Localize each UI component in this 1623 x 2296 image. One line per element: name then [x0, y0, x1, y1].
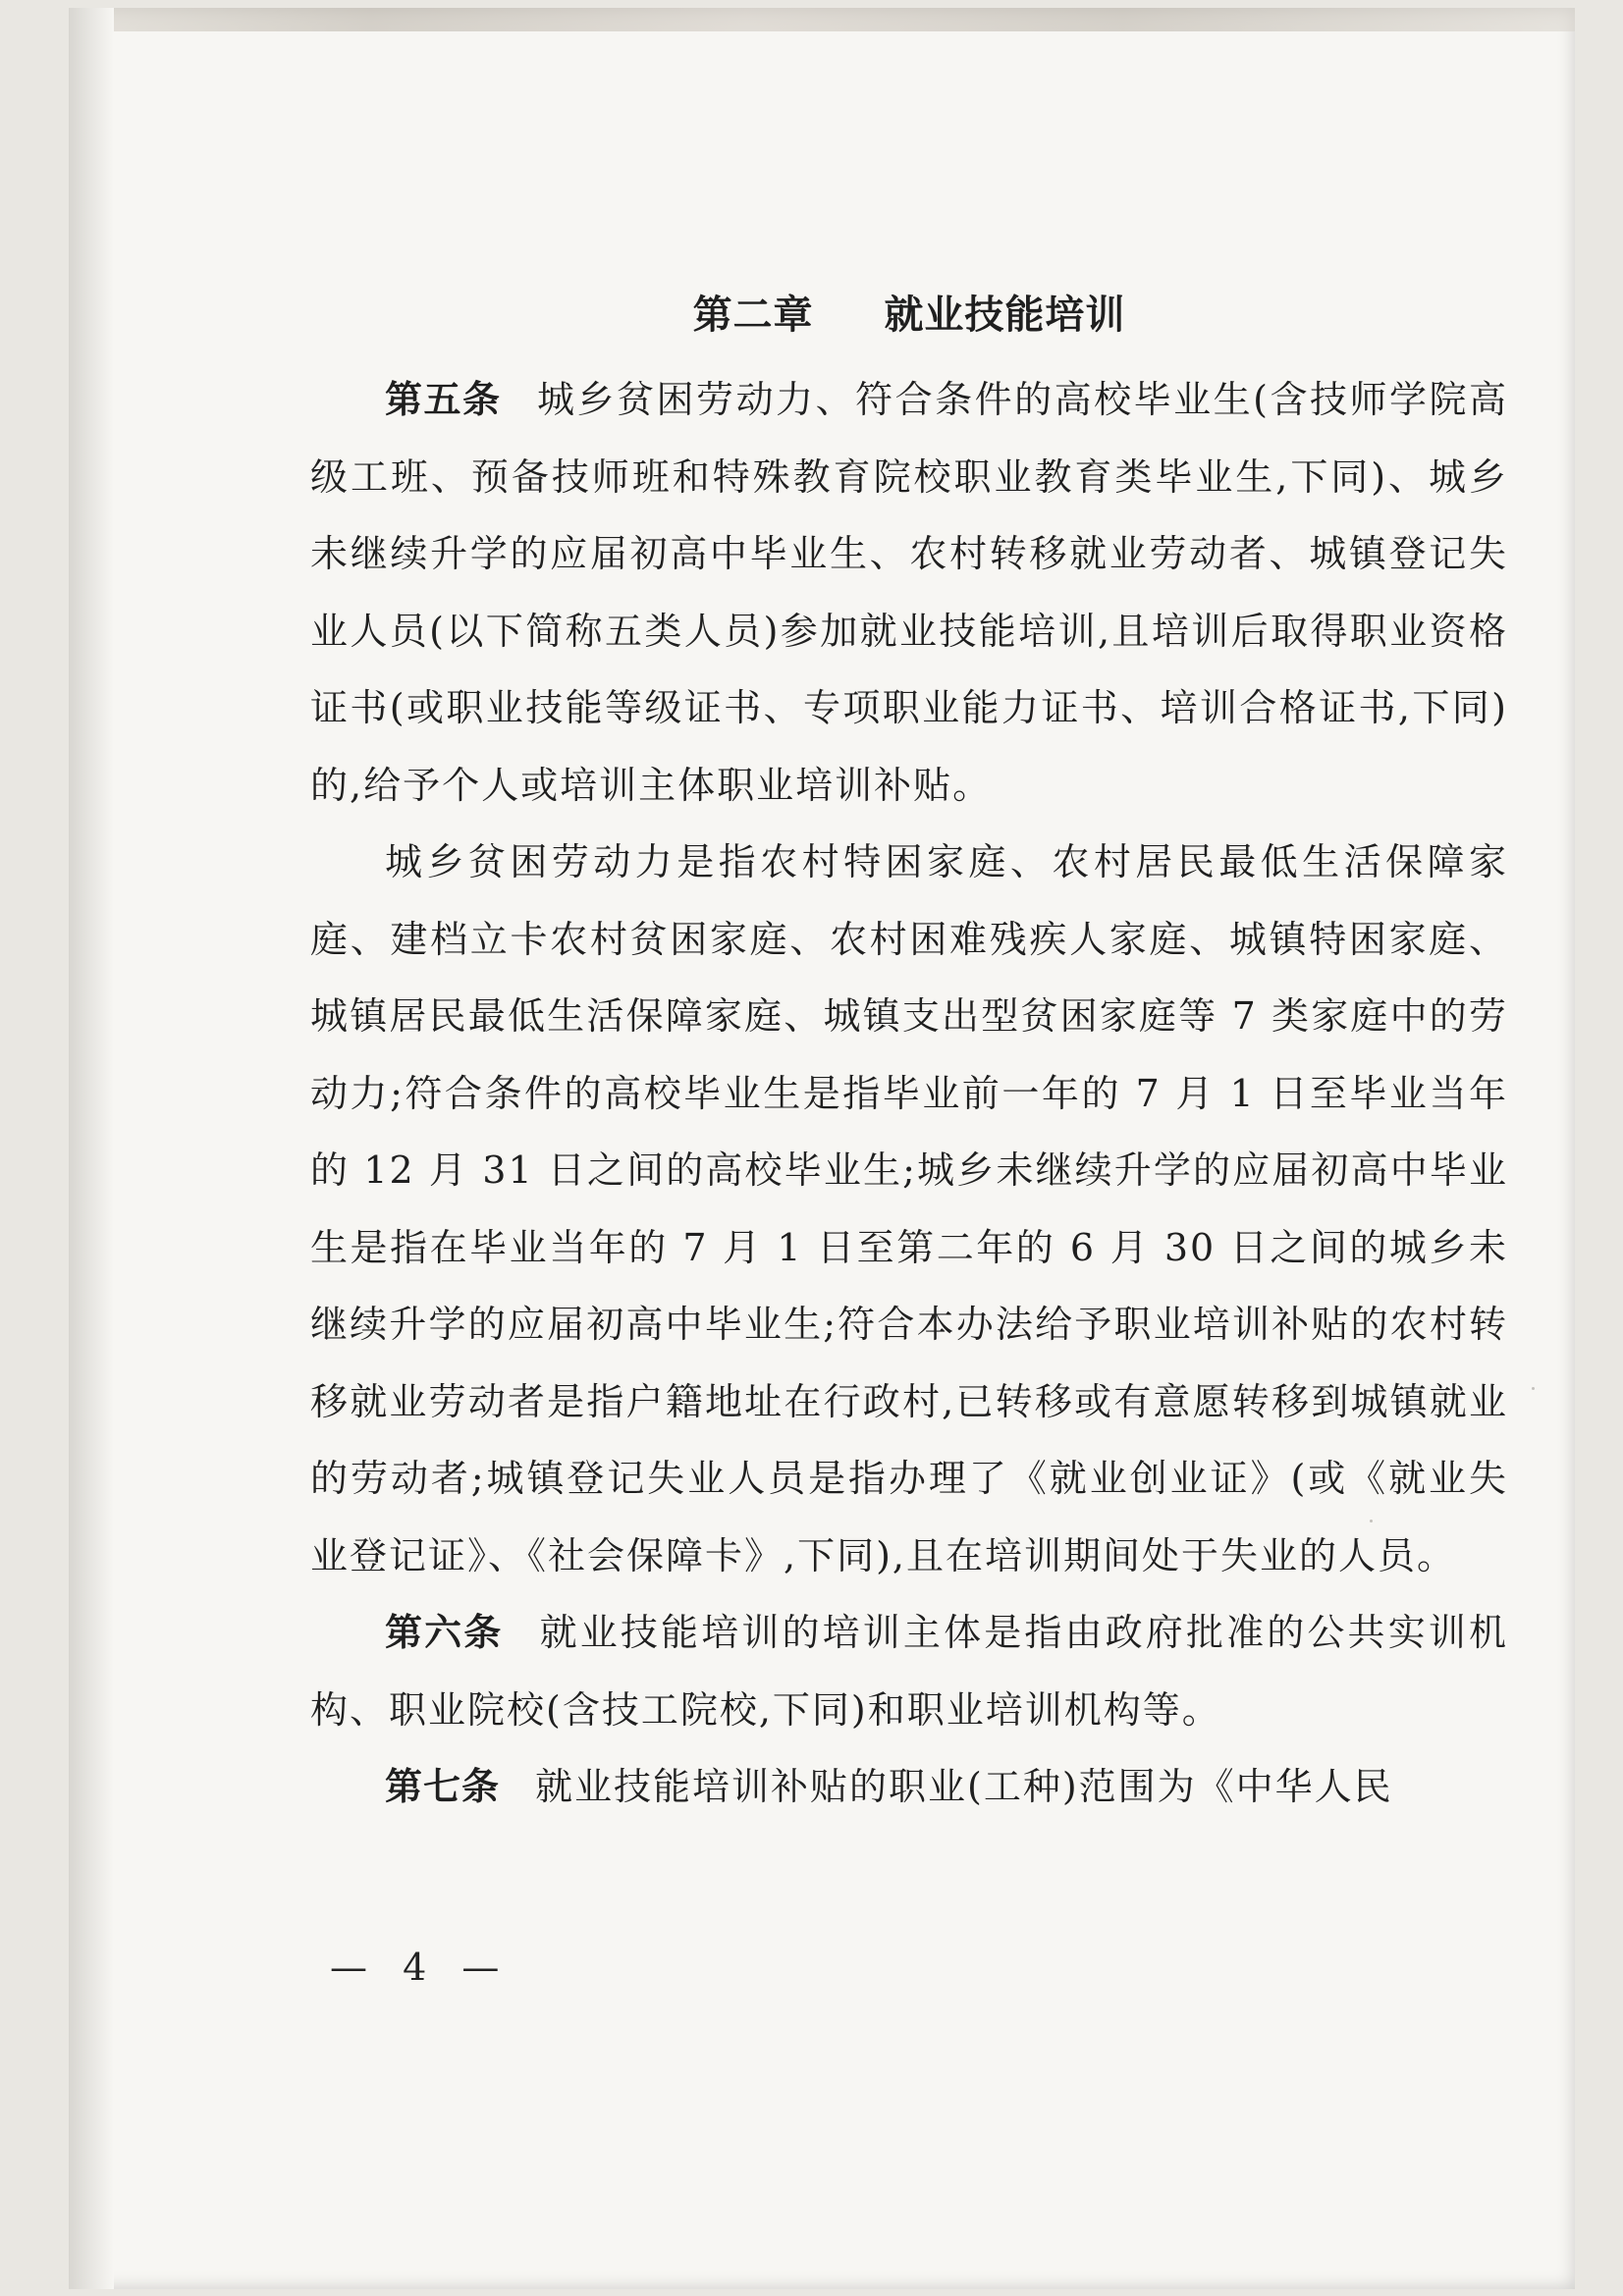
chapter-name: 就业技能培训	[884, 293, 1126, 338]
scan-speck	[1370, 1520, 1373, 1522]
scan-left-shadow	[69, 8, 114, 2289]
article-5-paragraph	[310, 361, 1508, 824]
page-number: — 4 —	[330, 1946, 512, 1989]
article-6-label: 第六条	[385, 1611, 504, 1654]
article-5-definitions-paragraph	[310, 824, 1508, 1594]
scan-top-edge	[69, 8, 1575, 31]
chapter-number: 第二章	[692, 293, 814, 338]
article-6-text: 就业技能培训的培训主体是指由政府批准的公共实训机构、职业院校(含技工院校,下同)和职业培训机构等。	[310, 1611, 1508, 1732]
document-content	[310, 291, 1508, 1826]
article-5-definitions-text: 城乡贫困劳动力是指农村特困家庭、农村居民最低生活保障家庭、建档立卡农村贫困家庭、农村困难残疾人家庭、城镇特困家庭、城镇居民最低生活保障家庭、城镇支出型贫困家庭等 7 类家庭中的劳动力;符合条件的高校毕业生是指毕业前一年的 7 月 1 日至毕业当年的 12 月 31 日之间的高校毕业生;城乡未继续升学的应届初高中毕业生是指在毕业当年的 7 月 1 日至第二年的 6 月 30 日之间的城乡未继续升学的应届初高中毕业生;符合本办法给予职业培训补贴的农村转移就业劳动者是指户籍地址在行政村,已转移或有意愿转移到城镇就业的劳动者;城镇登记失业人员是指办理了《就业创业证》(或《就业失业登记证》、《社会保障卡》,下同),且在培训期间处于失业的人员。	[310, 840, 1508, 1577]
article-5-label: 第五条	[385, 378, 502, 421]
article-7-text: 就业技能培训补贴的职业(工种)范围为《中华人民	[535, 1765, 1393, 1808]
chapter-title	[310, 291, 1508, 340]
article-7-label: 第七条	[385, 1765, 501, 1808]
article-7-paragraph	[310, 1748, 1508, 1826]
scan-speck	[1532, 1387, 1535, 1390]
article-6-paragraph	[310, 1594, 1508, 1748]
document-page	[69, 8, 1575, 2289]
article-5-text: 城乡贫困劳动力、符合条件的高校毕业生(含技师学院高级工班、预备技师班和特殊教育院校职业教育类毕业生,下同)、城乡未继续升学的应届初高中毕业生、农村转移就业劳动者、城镇登记失业人员(以下简称五类人员)参加就业技能培训,且培训后取得职业资格证书(或职业技能等级证书、专项职业能力证书、培训合格证书,下同)的,给予个人或培训主体职业培训补贴。	[310, 378, 1508, 807]
